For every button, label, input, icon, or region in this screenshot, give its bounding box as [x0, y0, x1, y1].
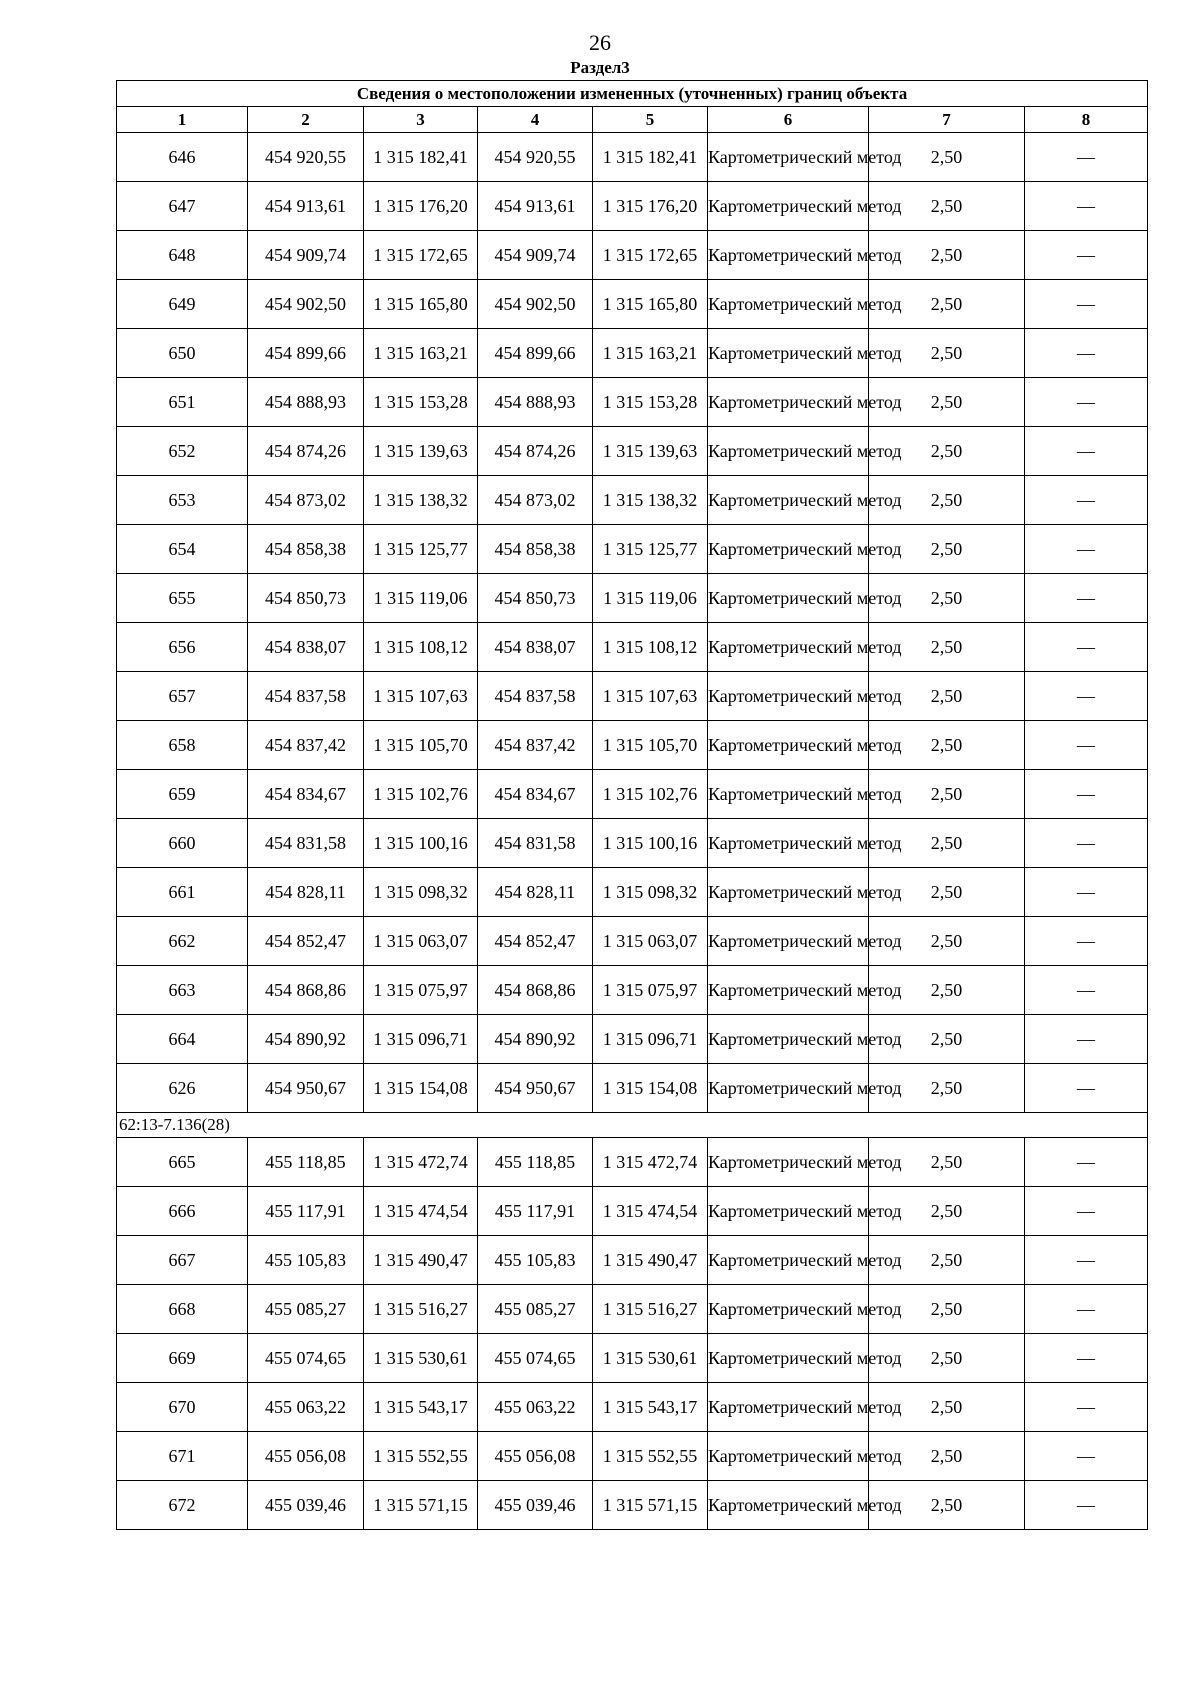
table-cell: 454 837,42 [248, 721, 364, 770]
table-cell: — [1025, 574, 1148, 623]
table-row [117, 819, 1148, 868]
table-cell: 647 [117, 182, 248, 231]
table-cell: 454 902,50 [248, 280, 364, 329]
table-cell: — [1025, 1064, 1148, 1113]
table-cell: 2,50 [869, 1383, 1025, 1432]
table-cell: 1 315 096,71 [593, 1015, 708, 1064]
table-row [117, 574, 1148, 623]
table-cell: 1 315 490,47 [364, 1236, 478, 1285]
table-cell: — [1025, 917, 1148, 966]
table-cell: 2,50 [869, 280, 1025, 329]
table-cell: 2,50 [869, 1334, 1025, 1383]
table-cell: 1 315 102,76 [364, 770, 478, 819]
table-cell: 1 315 552,55 [364, 1432, 478, 1481]
table-cell: 655 [117, 574, 248, 623]
table-cell: 1 315 102,76 [593, 770, 708, 819]
table-cell: 454 890,92 [248, 1015, 364, 1064]
table-cell: 454 873,02 [248, 476, 364, 525]
table-cell: 2,50 [869, 1187, 1025, 1236]
table-row [117, 1285, 1148, 1334]
table-cell: 650 [117, 329, 248, 378]
table-cell: 454 850,73 [248, 574, 364, 623]
table-row [117, 917, 1148, 966]
table-cell: 1 315 105,70 [593, 721, 708, 770]
table-cell: 2,50 [869, 1138, 1025, 1187]
table-cell: 2,50 [869, 1064, 1025, 1113]
table-cell: 1 315 108,12 [593, 623, 708, 672]
table-cell: — [1025, 770, 1148, 819]
column-number: 7 [869, 107, 1025, 133]
table-cell: 672 [117, 1481, 248, 1530]
group-label: 62:13-7.136(28) [117, 1113, 1148, 1138]
table-cell: 1 315 153,28 [593, 378, 708, 427]
table-cell: 2,50 [869, 329, 1025, 378]
table-cell: 454 828,11 [248, 868, 364, 917]
table-cell: 454 874,26 [248, 427, 364, 476]
table-cell: 1 315 530,61 [364, 1334, 478, 1383]
table-cell: 1 315 571,15 [364, 1481, 478, 1530]
table-row [117, 1383, 1148, 1432]
table-cell: 1 315 490,47 [593, 1236, 708, 1285]
table-row [117, 1187, 1148, 1236]
table-cell: — [1025, 721, 1148, 770]
table-cell: Картометрический метод [708, 525, 869, 574]
table-cell: Картометрический метод [708, 868, 869, 917]
table-cell: 661 [117, 868, 248, 917]
table-cell: — [1025, 672, 1148, 721]
table-cell: Картометрический метод [708, 133, 869, 182]
table-cell: 2,50 [869, 525, 1025, 574]
table-cell: 1 315 176,20 [364, 182, 478, 231]
column-number: 2 [248, 107, 364, 133]
group-section [117, 1113, 1148, 1138]
table-cell: 1 315 165,80 [364, 280, 478, 329]
table-cell: Картометрический метод [708, 623, 869, 672]
table-cell: 454 834,67 [478, 770, 593, 819]
table-cell: Картометрический метод [708, 329, 869, 378]
table-cell: 1 315 163,21 [364, 329, 478, 378]
table-row [117, 378, 1148, 427]
table-cell: Картометрический метод [708, 182, 869, 231]
table-cell: 1 315 075,97 [364, 966, 478, 1015]
table-row [117, 427, 1148, 476]
table-cell: 669 [117, 1334, 248, 1383]
table-cell: 1 315 125,77 [593, 525, 708, 574]
table-cell: 656 [117, 623, 248, 672]
table-cell: 454 899,66 [248, 329, 364, 378]
table-cell: 1 315 182,41 [593, 133, 708, 182]
table-cell: 2,50 [869, 574, 1025, 623]
table-row [117, 525, 1148, 574]
column-number: 5 [593, 107, 708, 133]
table-cell: Картометрический метод [708, 1236, 869, 1285]
table-row [117, 770, 1148, 819]
table-row [117, 672, 1148, 721]
table-cell: 648 [117, 231, 248, 280]
table-cell: — [1025, 133, 1148, 182]
table-row [117, 476, 1148, 525]
table-cell: 455 105,83 [248, 1236, 364, 1285]
table-cell: 660 [117, 819, 248, 868]
table-row [117, 231, 1148, 280]
table-cell: 1 315 063,07 [364, 917, 478, 966]
table-cell: 454 950,67 [248, 1064, 364, 1113]
table-cell: — [1025, 868, 1148, 917]
table-row [117, 1481, 1148, 1530]
table-cell: 454 888,93 [478, 378, 593, 427]
table-cell: 1 315 098,32 [364, 868, 478, 917]
table-cell: 454 852,47 [248, 917, 364, 966]
table-cell: 454 834,67 [248, 770, 364, 819]
table-cell: — [1025, 1481, 1148, 1530]
table-cell: 2,50 [869, 378, 1025, 427]
table-cell: — [1025, 1138, 1148, 1187]
table-cell: 455 085,27 [478, 1285, 593, 1334]
table-cell: 1 315 176,20 [593, 182, 708, 231]
table-cell: 1 315 530,61 [593, 1334, 708, 1383]
table-cell: 454 868,86 [478, 966, 593, 1015]
table-cell: 2,50 [869, 819, 1025, 868]
table-cell: 455 118,85 [248, 1138, 364, 1187]
table-row [117, 966, 1148, 1015]
table-cell: 654 [117, 525, 248, 574]
table-cell: 1 315 100,16 [593, 819, 708, 868]
table-cell: — [1025, 819, 1148, 868]
table-cell: 455 105,83 [478, 1236, 593, 1285]
table-cell: 454 950,67 [478, 1064, 593, 1113]
table-cell: — [1025, 1187, 1148, 1236]
table-row [117, 1432, 1148, 1481]
table-cell: — [1025, 1383, 1148, 1432]
table-cell: — [1025, 623, 1148, 672]
table-cell: 454 899,66 [478, 329, 593, 378]
table-cell: 667 [117, 1236, 248, 1285]
table-cell: 454 828,11 [478, 868, 593, 917]
table-cell: 1 315 108,12 [364, 623, 478, 672]
table-cell: 2,50 [869, 427, 1025, 476]
table-cell: 455 056,08 [478, 1432, 593, 1481]
table-cell: 455 117,91 [248, 1187, 364, 1236]
table-cell: 1 315 154,08 [593, 1064, 708, 1113]
table-cell: 455 085,27 [248, 1285, 364, 1334]
table-cell: 1 315 138,32 [593, 476, 708, 525]
table-cell: 659 [117, 770, 248, 819]
table-row [117, 623, 1148, 672]
table-cell: 1 315 571,15 [593, 1481, 708, 1530]
table-cell: 668 [117, 1285, 248, 1334]
table-cell: Картометрический метод [708, 231, 869, 280]
table-cell: — [1025, 525, 1148, 574]
table-cell: 455 074,65 [478, 1334, 593, 1383]
table-cell: 454 873,02 [478, 476, 593, 525]
table-cell: 1 315 516,27 [364, 1285, 478, 1334]
table-cell: 653 [117, 476, 248, 525]
section-title: Раздел3 [570, 58, 630, 77]
table-body-after-group [117, 1138, 1148, 1530]
table-cell: — [1025, 280, 1148, 329]
table-cell: 649 [117, 280, 248, 329]
table-cell: 1 315 543,17 [593, 1383, 708, 1432]
table-cell: 454 890,92 [478, 1015, 593, 1064]
table-cell: 454 874,26 [478, 427, 593, 476]
table-cell: 665 [117, 1138, 248, 1187]
table-cell: 1 315 119,06 [364, 574, 478, 623]
table-cell: 1 315 472,74 [364, 1138, 478, 1187]
table-cell: Картометрический метод [708, 280, 869, 329]
table-cell: — [1025, 182, 1148, 231]
table-cell: — [1025, 1334, 1148, 1383]
table-cell: 454 838,07 [248, 623, 364, 672]
table-body-before-group [117, 133, 1148, 1113]
table-cell: 666 [117, 1187, 248, 1236]
table-cell: 2,50 [869, 770, 1025, 819]
table-cell: 671 [117, 1432, 248, 1481]
table-cell: Картометрический метод [708, 966, 869, 1015]
table-cell: Картометрический метод [708, 574, 869, 623]
table-cell: 454 838,07 [478, 623, 593, 672]
table-cell: 454 852,47 [478, 917, 593, 966]
table-cell: 1 315 096,71 [364, 1015, 478, 1064]
table-cell: 2,50 [869, 966, 1025, 1015]
table-cell: 1 315 516,27 [593, 1285, 708, 1334]
coordinates-table [116, 80, 1148, 1530]
group-row [117, 1113, 1148, 1138]
table-cell: 663 [117, 966, 248, 1015]
table-cell: 2,50 [869, 721, 1025, 770]
table-cell: 1 315 474,54 [364, 1187, 478, 1236]
table-title-row [117, 81, 1148, 107]
table-cell: Картометрический метод [708, 917, 869, 966]
table-cell: 1 315 182,41 [364, 133, 478, 182]
column-number: 1 [117, 107, 248, 133]
table-row [117, 182, 1148, 231]
table-cell: 1 315 105,70 [364, 721, 478, 770]
table-cell: 1 315 172,65 [364, 231, 478, 280]
table-cell: 664 [117, 1015, 248, 1064]
table-row [117, 329, 1148, 378]
table-cell: 1 315 125,77 [364, 525, 478, 574]
table-cell: 455 039,46 [248, 1481, 364, 1530]
table-cell: — [1025, 1285, 1148, 1334]
table-cell: 454 831,58 [478, 819, 593, 868]
table-cell: — [1025, 966, 1148, 1015]
table-cell: 1 315 100,16 [364, 819, 478, 868]
table-cell: 454 837,58 [478, 672, 593, 721]
table-cell: 2,50 [869, 231, 1025, 280]
table-cell: — [1025, 231, 1148, 280]
table-cell: Картометрический метод [708, 476, 869, 525]
table-cell: 1 315 474,54 [593, 1187, 708, 1236]
table-cell: 658 [117, 721, 248, 770]
table-cell: 454 902,50 [478, 280, 593, 329]
page-number: 26 [589, 30, 611, 55]
table-row [117, 280, 1148, 329]
table-cell: 2,50 [869, 1015, 1025, 1064]
table-cell: 1 315 139,63 [364, 427, 478, 476]
table-cell: — [1025, 1432, 1148, 1481]
table-cell: 455 063,22 [248, 1383, 364, 1432]
table-cell: 626 [117, 1064, 248, 1113]
table-cell: 1 315 063,07 [593, 917, 708, 966]
table-row [117, 868, 1148, 917]
table-cell: — [1025, 329, 1148, 378]
table-cell: 454 837,42 [478, 721, 593, 770]
table-cell: 2,50 [869, 868, 1025, 917]
table-cell: Картометрический метод [708, 1383, 869, 1432]
table-cell: 454 858,38 [478, 525, 593, 574]
table-row [117, 1015, 1148, 1064]
table-cell: Картометрический метод [708, 672, 869, 721]
table-cell: Картометрический метод [708, 378, 869, 427]
table-cell: 652 [117, 427, 248, 476]
column-number-row [117, 107, 1148, 133]
table-row [117, 1236, 1148, 1285]
table-cell: 646 [117, 133, 248, 182]
table-cell: 1 315 138,32 [364, 476, 478, 525]
table-cell: 1 315 075,97 [593, 966, 708, 1015]
table-cell: 2,50 [869, 1236, 1025, 1285]
table-cell: — [1025, 1015, 1148, 1064]
table-cell: — [1025, 1236, 1148, 1285]
table-cell: — [1025, 427, 1148, 476]
table-cell: 657 [117, 672, 248, 721]
table-cell: 455 117,91 [478, 1187, 593, 1236]
table-cell: 454 850,73 [478, 574, 593, 623]
table-cell: 1 315 098,32 [593, 868, 708, 917]
table-cell: — [1025, 378, 1148, 427]
table-cell: 2,50 [869, 476, 1025, 525]
table-cell: 454 831,58 [248, 819, 364, 868]
table-title: Сведения о местоположении измененных (уточненных) границ объекта [117, 81, 1148, 107]
table-cell: 455 063,22 [478, 1383, 593, 1432]
table-cell: Картометрический метод [708, 1064, 869, 1113]
table-cell: 454 868,86 [248, 966, 364, 1015]
table-cell: 454 909,74 [248, 231, 364, 280]
table-row [117, 1064, 1148, 1113]
table-cell: Картометрический метод [708, 721, 869, 770]
table-cell: Картометрический метод [708, 1015, 869, 1064]
table-cell: 1 315 119,06 [593, 574, 708, 623]
table-cell: Картометрический метод [708, 770, 869, 819]
table-cell: 1 315 165,80 [593, 280, 708, 329]
table-cell: 2,50 [869, 917, 1025, 966]
table-cell: Картометрический метод [708, 1481, 869, 1530]
table-cell: 455 039,46 [478, 1481, 593, 1530]
column-number: 4 [478, 107, 593, 133]
table-cell: Картометрический метод [708, 1187, 869, 1236]
table-cell: 1 315 153,28 [364, 378, 478, 427]
column-number: 6 [708, 107, 869, 133]
table-cell: 2,50 [869, 1285, 1025, 1334]
table-cell: 454 920,55 [478, 133, 593, 182]
table-row [117, 1334, 1148, 1383]
table-row [117, 1138, 1148, 1187]
table-cell: 2,50 [869, 623, 1025, 672]
table-cell: 455 074,65 [248, 1334, 364, 1383]
table-cell: 1 315 163,21 [593, 329, 708, 378]
table-cell: — [1025, 476, 1148, 525]
table-cell: Картометрический метод [708, 819, 869, 868]
table-cell: 454 858,38 [248, 525, 364, 574]
table-cell: 2,50 [869, 133, 1025, 182]
table-cell: 1 315 543,17 [364, 1383, 478, 1432]
table-cell: 670 [117, 1383, 248, 1432]
table-cell: Картометрический метод [708, 1432, 869, 1481]
table-cell: 662 [117, 917, 248, 966]
table-cell: Картометрический метод [708, 1285, 869, 1334]
table-cell: 1 315 552,55 [593, 1432, 708, 1481]
column-number: 3 [364, 107, 478, 133]
table-cell: Картометрический метод [708, 1334, 869, 1383]
table-cell: 454 909,74 [478, 231, 593, 280]
table-cell: 455 118,85 [478, 1138, 593, 1187]
table-cell: 1 315 172,65 [593, 231, 708, 280]
table-cell: Картометрический метод [708, 1138, 869, 1187]
table-cell: 2,50 [869, 672, 1025, 721]
table-cell: 455 056,08 [248, 1432, 364, 1481]
table-cell: 1 315 107,63 [364, 672, 478, 721]
table-cell: 454 913,61 [478, 182, 593, 231]
table-cell: 1 315 139,63 [593, 427, 708, 476]
table-cell: 2,50 [869, 1481, 1025, 1530]
table-cell: 1 315 154,08 [364, 1064, 478, 1113]
table-cell: 454 888,93 [248, 378, 364, 427]
column-number: 8 [1025, 107, 1148, 133]
table-cell: 2,50 [869, 182, 1025, 231]
table-row [117, 133, 1148, 182]
table-cell: 454 837,58 [248, 672, 364, 721]
table-cell: 454 920,55 [248, 133, 364, 182]
table-cell: 2,50 [869, 1432, 1025, 1481]
table-cell: 1 315 472,74 [593, 1138, 708, 1187]
table-cell: 454 913,61 [248, 182, 364, 231]
table-cell: 1 315 107,63 [593, 672, 708, 721]
table-row [117, 721, 1148, 770]
table-cell: Картометрический метод [708, 427, 869, 476]
table-cell: 651 [117, 378, 248, 427]
